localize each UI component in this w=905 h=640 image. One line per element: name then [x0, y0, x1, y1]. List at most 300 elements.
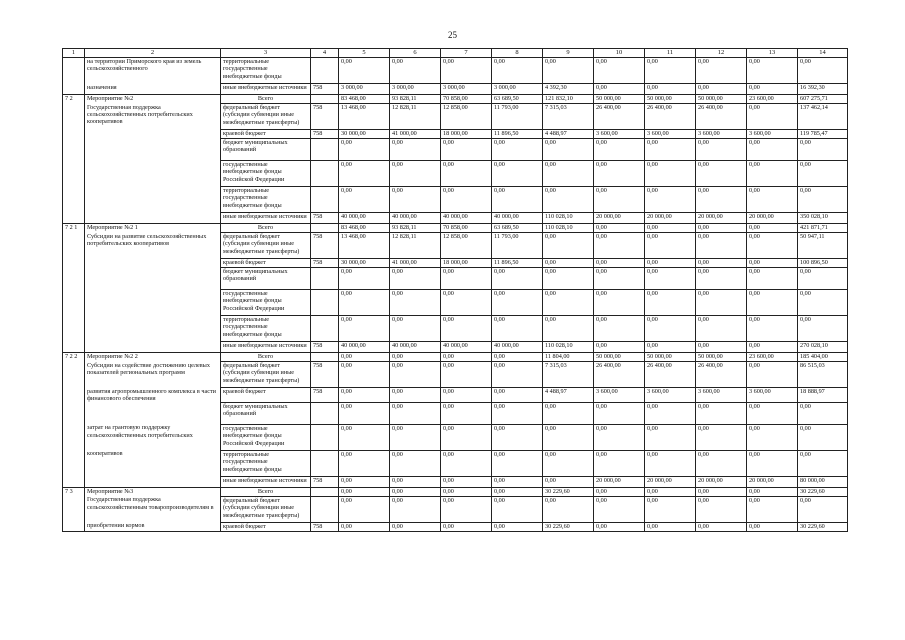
amount-cell: 0,00	[441, 388, 492, 403]
amount-cell: 0,00	[594, 522, 645, 531]
measure-description	[85, 450, 221, 476]
amount-cell: 4 392,30	[543, 84, 594, 95]
amount-cell: 30 229,60	[798, 522, 848, 531]
amount-cell: 0,00	[696, 84, 747, 95]
amount-cell: 26 400,00	[594, 104, 645, 130]
amount-cell: 83 468,00	[339, 224, 390, 233]
amount-cell: 0,00	[543, 450, 594, 476]
amount-cell: 0,00	[645, 522, 696, 531]
amount-cell: 0,00	[339, 476, 390, 487]
amount-cell: 0,00	[594, 290, 645, 316]
amount-cell: 0,00	[747, 316, 798, 342]
amount-cell: 11 896,50	[492, 259, 543, 268]
measure-description	[85, 362, 221, 388]
amount-cell: 0,00	[645, 424, 696, 450]
table-row	[63, 130, 848, 139]
amount-cell: 0,00	[339, 487, 390, 496]
measure-description	[85, 84, 221, 95]
amount-cell: 0,00	[645, 487, 696, 496]
amount-cell: 0,00	[645, 161, 696, 187]
row-code	[63, 130, 85, 139]
amount-cell: 11 804,00	[543, 353, 594, 362]
amount-cell: 0,00	[492, 187, 543, 213]
amount-cell: 20 000,00	[696, 213, 747, 224]
amount-cell: 0,00	[441, 353, 492, 362]
budget-code: 758	[311, 213, 339, 224]
amount-cell: 0,00	[645, 342, 696, 353]
amount-cell: 0,00	[492, 402, 543, 424]
amount-cell: 0,00	[696, 316, 747, 342]
funding-source: иные внебюджетные источники	[221, 213, 311, 224]
row-code	[63, 233, 85, 259]
amount-cell: 0,00	[594, 187, 645, 213]
amount-cell: 40 000,00	[441, 342, 492, 353]
amount-cell: 0,00	[390, 139, 441, 161]
column-number: 3	[221, 49, 311, 58]
amount-cell: 3 000,00	[390, 84, 441, 95]
amount-cell: 350 028,10	[798, 213, 848, 224]
amount-cell: 0,00	[594, 450, 645, 476]
amount-cell: 0,00	[339, 139, 390, 161]
amount-cell: 3 600,00	[645, 130, 696, 139]
description-line: кооперативов	[87, 450, 123, 458]
amount-cell: 0,00	[798, 496, 848, 522]
amount-cell: 80 000,00	[798, 476, 848, 487]
row-code	[63, 402, 85, 424]
amount-cell: 0,00	[747, 450, 798, 476]
row-code	[63, 58, 85, 84]
amount-cell: 7 315,03	[543, 362, 594, 388]
measure-description	[85, 58, 221, 84]
column-number: 13	[747, 49, 798, 58]
budget-code	[311, 316, 339, 342]
budget-code: 758	[311, 476, 339, 487]
amount-cell: 26 400,00	[645, 362, 696, 388]
amount-cell: 0,00	[645, 316, 696, 342]
amount-cell: 40 000,00	[390, 342, 441, 353]
amount-cell: 7 315,03	[543, 104, 594, 130]
amount-cell: 0,00	[390, 487, 441, 496]
amount-cell: 50 000,00	[645, 95, 696, 104]
measure-description	[85, 402, 221, 424]
amount-cell: 3 600,00	[696, 388, 747, 403]
total-label: Всего	[221, 95, 311, 104]
amount-cell: 0,00	[696, 342, 747, 353]
amount-cell: 0,00	[594, 233, 645, 259]
funding-source: бюджет муниципальных образований	[221, 139, 311, 161]
amount-cell: 0,00	[543, 259, 594, 268]
total-row	[63, 353, 848, 362]
amount-cell: 0,00	[390, 388, 441, 403]
amount-cell: 0,00	[339, 402, 390, 424]
amount-cell: 0,00	[339, 522, 390, 531]
table-row	[63, 259, 848, 268]
amount-cell: 30 229,60	[543, 487, 594, 496]
amount-cell: 0,00	[492, 362, 543, 388]
column-number: 5	[339, 49, 390, 58]
row-code	[63, 450, 85, 476]
row-code: 7 3	[63, 487, 85, 496]
measure-description	[85, 342, 221, 353]
amount-cell: 0,00	[696, 290, 747, 316]
amount-cell: 50 000,00	[696, 353, 747, 362]
amount-cell: 0,00	[441, 424, 492, 450]
measure-description	[85, 476, 221, 487]
amount-cell: 20 000,00	[594, 476, 645, 487]
amount-cell: 50 000,00	[594, 353, 645, 362]
measure-description	[85, 130, 221, 139]
amount-cell: 0,00	[543, 268, 594, 290]
row-code	[63, 84, 85, 95]
amount-cell: 0,00	[798, 161, 848, 187]
amount-cell: 0,00	[543, 476, 594, 487]
row-code	[63, 496, 85, 522]
amount-cell: 0,00	[645, 224, 696, 233]
amount-cell: 0,00	[543, 58, 594, 84]
amount-cell: 12 828,11	[390, 233, 441, 259]
amount-cell: 0,00	[441, 316, 492, 342]
funding-source: территориальные государственные внебюджетные фонды	[221, 316, 311, 342]
amount-cell: 0,00	[594, 259, 645, 268]
table-row	[63, 476, 848, 487]
amount-cell: 121 832,10	[543, 95, 594, 104]
row-code	[63, 104, 85, 130]
amount-cell: 50 947,11	[798, 233, 848, 259]
amount-cell: 0,00	[747, 496, 798, 522]
amount-cell: 0,00	[543, 496, 594, 522]
table-row	[63, 402, 848, 424]
amount-cell: 185 404,00	[798, 353, 848, 362]
amount-cell: 0,00	[339, 362, 390, 388]
amount-cell: 26 400,00	[696, 362, 747, 388]
amount-cell: 0,00	[441, 161, 492, 187]
funding-source: территориальные государственные внебюджетные фонды	[221, 187, 311, 213]
funding-source: государственные внебюджетные фонды Российской Федерации	[221, 290, 311, 316]
amount-cell: 0,00	[492, 496, 543, 522]
amount-cell: 0,00	[492, 353, 543, 362]
row-code	[63, 424, 85, 450]
amount-cell: 0,00	[594, 424, 645, 450]
column-number: 9	[543, 49, 594, 58]
amount-cell: 0,00	[645, 84, 696, 95]
amount-cell: 0,00	[798, 450, 848, 476]
amount-cell: 50 000,00	[696, 95, 747, 104]
description-line: Мероприятие №2 2	[87, 353, 138, 360]
row-code	[63, 139, 85, 161]
amount-cell: 3 600,00	[747, 130, 798, 139]
funding-source: территориальные государственные внебюджетные фонды	[221, 58, 311, 84]
measure-description	[85, 104, 221, 130]
amount-cell: 0,00	[543, 316, 594, 342]
row-code: 7 2	[63, 95, 85, 104]
budget-code: 758	[311, 388, 339, 403]
amount-cell: 3 600,00	[594, 388, 645, 403]
amount-cell: 0,00	[543, 290, 594, 316]
amount-cell: 0,00	[747, 402, 798, 424]
measure-description	[85, 95, 221, 104]
total-label: Всего	[221, 224, 311, 233]
measure-description	[85, 424, 221, 450]
row-code	[63, 290, 85, 316]
amount-cell: 0,00	[747, 224, 798, 233]
amount-cell: 0,00	[339, 496, 390, 522]
column-number: 6	[390, 49, 441, 58]
amount-cell: 13 468,00	[339, 104, 390, 130]
row-code: 7 2 2	[63, 353, 85, 362]
budget-code	[311, 487, 339, 496]
funding-source: бюджет муниципальных образований	[221, 402, 311, 424]
amount-cell: 0,00	[747, 290, 798, 316]
amount-cell: 0,00	[441, 487, 492, 496]
funding-source: федеральный бюджет (субсидии субвенции иные межбюджетные трансферты)	[221, 362, 311, 388]
budget-code	[311, 290, 339, 316]
table-row	[63, 316, 848, 342]
funding-source: иные внебюджетные источники	[221, 342, 311, 353]
row-code	[63, 161, 85, 187]
budget-code	[311, 496, 339, 522]
amount-cell: 0,00	[696, 187, 747, 213]
amount-cell: 0,00	[747, 362, 798, 388]
budget-code	[311, 224, 339, 233]
budget-code	[311, 58, 339, 84]
amount-cell: 0,00	[339, 161, 390, 187]
amount-cell: 100 896,50	[798, 259, 848, 268]
amount-cell: 0,00	[492, 139, 543, 161]
amount-cell: 0,00	[594, 139, 645, 161]
measure-description	[85, 187, 221, 213]
amount-cell: 86 515,03	[798, 362, 848, 388]
budget-code	[311, 353, 339, 362]
amount-cell: 93 828,11	[390, 95, 441, 104]
row-code: 7 2 1	[63, 224, 85, 233]
amount-cell: 0,00	[798, 316, 848, 342]
row-code	[63, 316, 85, 342]
measure-description	[85, 233, 221, 259]
amount-cell: 0,00	[747, 487, 798, 496]
funding-source: федеральный бюджет (субсидии субвенции иные межбюджетные трансферты)	[221, 104, 311, 130]
amount-cell: 30 229,60	[798, 487, 848, 496]
table-row	[63, 104, 848, 130]
amount-cell: 23 600,00	[747, 353, 798, 362]
funding-source: краевой бюджет	[221, 130, 311, 139]
description-line: затрат на грантовую поддержку сельскохозяйственных потребительских	[87, 424, 193, 439]
amount-cell: 0,00	[390, 290, 441, 316]
amount-cell: 40 000,00	[339, 342, 390, 353]
budget-code: 758	[311, 84, 339, 95]
measure-description	[85, 268, 221, 290]
description-line: назначения	[87, 83, 117, 91]
amount-cell: 0,00	[441, 58, 492, 84]
amount-cell: 0,00	[798, 424, 848, 450]
description-line: на территории Приморского края из земель сельскохозяйственного	[87, 58, 202, 73]
table-row	[63, 342, 848, 353]
amount-cell: 20 000,00	[645, 476, 696, 487]
amount-cell: 0,00	[390, 353, 441, 362]
amount-cell: 20 000,00	[696, 476, 747, 487]
column-number: 2	[85, 49, 221, 58]
funding-source: территориальные государственные внебюджетные фонды	[221, 450, 311, 476]
amount-cell: 0,00	[696, 259, 747, 268]
amount-cell: 0,00	[696, 496, 747, 522]
amount-cell: 26 400,00	[645, 104, 696, 130]
amount-cell: 0,00	[798, 58, 848, 84]
amount-cell: 20 000,00	[747, 213, 798, 224]
amount-cell: 63 689,50	[492, 224, 543, 233]
amount-cell: 0,00	[390, 522, 441, 531]
amount-cell: 607 275,71	[798, 95, 848, 104]
amount-cell: 0,00	[747, 104, 798, 130]
table-row	[63, 58, 848, 84]
amount-cell: 0,00	[339, 290, 390, 316]
amount-cell: 3 600,00	[747, 388, 798, 403]
amount-cell: 0,00	[441, 268, 492, 290]
funding-source: государственные внебюджетные фонды Российской Федерации	[221, 424, 311, 450]
amount-cell: 0,00	[441, 402, 492, 424]
amount-cell: 4 488,97	[543, 388, 594, 403]
amount-cell: 50 000,00	[645, 353, 696, 362]
amount-cell: 0,00	[645, 58, 696, 84]
table-row	[63, 161, 848, 187]
amount-cell: 0,00	[747, 424, 798, 450]
budget-table	[62, 48, 848, 532]
amount-cell: 0,00	[492, 424, 543, 450]
amount-cell: 12 858,00	[441, 104, 492, 130]
amount-cell: 0,00	[798, 402, 848, 424]
amount-cell: 0,00	[594, 316, 645, 342]
amount-cell: 0,00	[441, 139, 492, 161]
funding-source: бюджет муниципальных образований	[221, 268, 311, 290]
amount-cell: 110 028,10	[543, 213, 594, 224]
amount-cell: 0,00	[441, 187, 492, 213]
amount-cell: 0,00	[390, 316, 441, 342]
measure-description	[85, 161, 221, 187]
row-code	[63, 362, 85, 388]
amount-cell: 0,00	[798, 268, 848, 290]
funding-source: краевой бюджет	[221, 522, 311, 531]
amount-cell: 20 000,00	[594, 213, 645, 224]
column-number: 1	[63, 49, 85, 58]
column-number: 14	[798, 49, 848, 58]
amount-cell: 0,00	[390, 424, 441, 450]
column-number: 10	[594, 49, 645, 58]
column-number: 4	[311, 49, 339, 58]
measure-description	[85, 388, 221, 403]
measure-description	[85, 522, 221, 531]
amount-cell: 0,00	[390, 187, 441, 213]
amount-cell: 30 229,60	[543, 522, 594, 531]
budget-code	[311, 402, 339, 424]
amount-cell: 0,00	[696, 139, 747, 161]
table-row	[63, 268, 848, 290]
amount-cell: 0,00	[492, 450, 543, 476]
amount-cell: 0,00	[390, 268, 441, 290]
amount-cell: 83 468,00	[339, 95, 390, 104]
amount-cell: 0,00	[645, 259, 696, 268]
column-number: 12	[696, 49, 747, 58]
amount-cell: 0,00	[645, 290, 696, 316]
amount-cell: 70 858,00	[441, 224, 492, 233]
amount-cell: 3 000,00	[492, 84, 543, 95]
funding-source: федеральный бюджет (субсидии субвенции иные межбюджетные трансферты)	[221, 233, 311, 259]
amount-cell: 0,00	[645, 139, 696, 161]
amount-cell: 0,00	[390, 496, 441, 522]
amount-cell: 137 462,14	[798, 104, 848, 130]
funding-source: федеральный бюджет (субсидии субвенции иные межбюджетные трансферты)	[221, 496, 311, 522]
amount-cell: 0,00	[645, 187, 696, 213]
amount-cell: 0,00	[390, 58, 441, 84]
amount-cell: 0,00	[696, 58, 747, 84]
amount-cell: 3 600,00	[696, 130, 747, 139]
amount-cell: 421 871,71	[798, 224, 848, 233]
measure-description	[85, 259, 221, 268]
amount-cell: 0,00	[747, 342, 798, 353]
table-row	[63, 290, 848, 316]
description-line: приобретении кормов	[87, 522, 145, 530]
amount-cell: 0,00	[339, 353, 390, 362]
amount-cell: 40 000,00	[339, 213, 390, 224]
description-line: Мероприятие №2 1	[87, 224, 138, 231]
amount-cell: 0,00	[543, 233, 594, 259]
amount-cell: 30 000,00	[339, 130, 390, 139]
amount-cell: 0,00	[492, 316, 543, 342]
row-code	[63, 213, 85, 224]
measure-description	[85, 496, 221, 522]
amount-cell: 0,00	[390, 402, 441, 424]
row-code	[63, 476, 85, 487]
amount-cell: 0,00	[441, 496, 492, 522]
amount-cell: 0,00	[747, 259, 798, 268]
amount-cell: 0,00	[339, 388, 390, 403]
table-row	[63, 233, 848, 259]
amount-cell: 0,00	[747, 84, 798, 95]
amount-cell: 63 689,50	[492, 95, 543, 104]
amount-cell: 0,00	[492, 487, 543, 496]
description-line: Субсидии на содействие достижению целевых показателей региональных программ	[87, 361, 210, 376]
funding-source: государственные внебюджетные фонды Российской Федерации	[221, 161, 311, 187]
amount-cell: 0,00	[594, 487, 645, 496]
table-row	[63, 213, 848, 224]
amount-cell: 110 028,10	[543, 342, 594, 353]
amount-cell: 23 600,00	[747, 95, 798, 104]
amount-cell: 0,00	[747, 58, 798, 84]
amount-cell: 0,00	[645, 402, 696, 424]
measure-description	[85, 487, 221, 496]
amount-cell: 0,00	[747, 268, 798, 290]
table-row	[63, 522, 848, 531]
budget-code: 758	[311, 522, 339, 531]
amount-cell: 40 000,00	[441, 213, 492, 224]
budget-code	[311, 450, 339, 476]
amount-cell: 0,00	[747, 233, 798, 259]
amount-cell: 0,00	[696, 522, 747, 531]
amount-cell: 0,00	[492, 268, 543, 290]
amount-cell: 18 000,00	[441, 130, 492, 139]
total-label: Всего	[221, 353, 311, 362]
amount-cell: 0,00	[543, 161, 594, 187]
amount-cell: 40 000,00	[492, 342, 543, 353]
row-code	[63, 268, 85, 290]
table-row	[63, 187, 848, 213]
measure-description	[85, 316, 221, 342]
amount-cell: 0,00	[492, 476, 543, 487]
description-line: Государственная поддержка сельскохозяйственных потребительских кооперативов	[87, 103, 193, 126]
amount-cell: 110 028,10	[543, 224, 594, 233]
amount-cell: 20 000,00	[645, 213, 696, 224]
amount-cell: 3 600,00	[645, 388, 696, 403]
amount-cell: 0,00	[594, 268, 645, 290]
amount-cell: 0,00	[390, 362, 441, 388]
amount-cell: 0,00	[543, 424, 594, 450]
